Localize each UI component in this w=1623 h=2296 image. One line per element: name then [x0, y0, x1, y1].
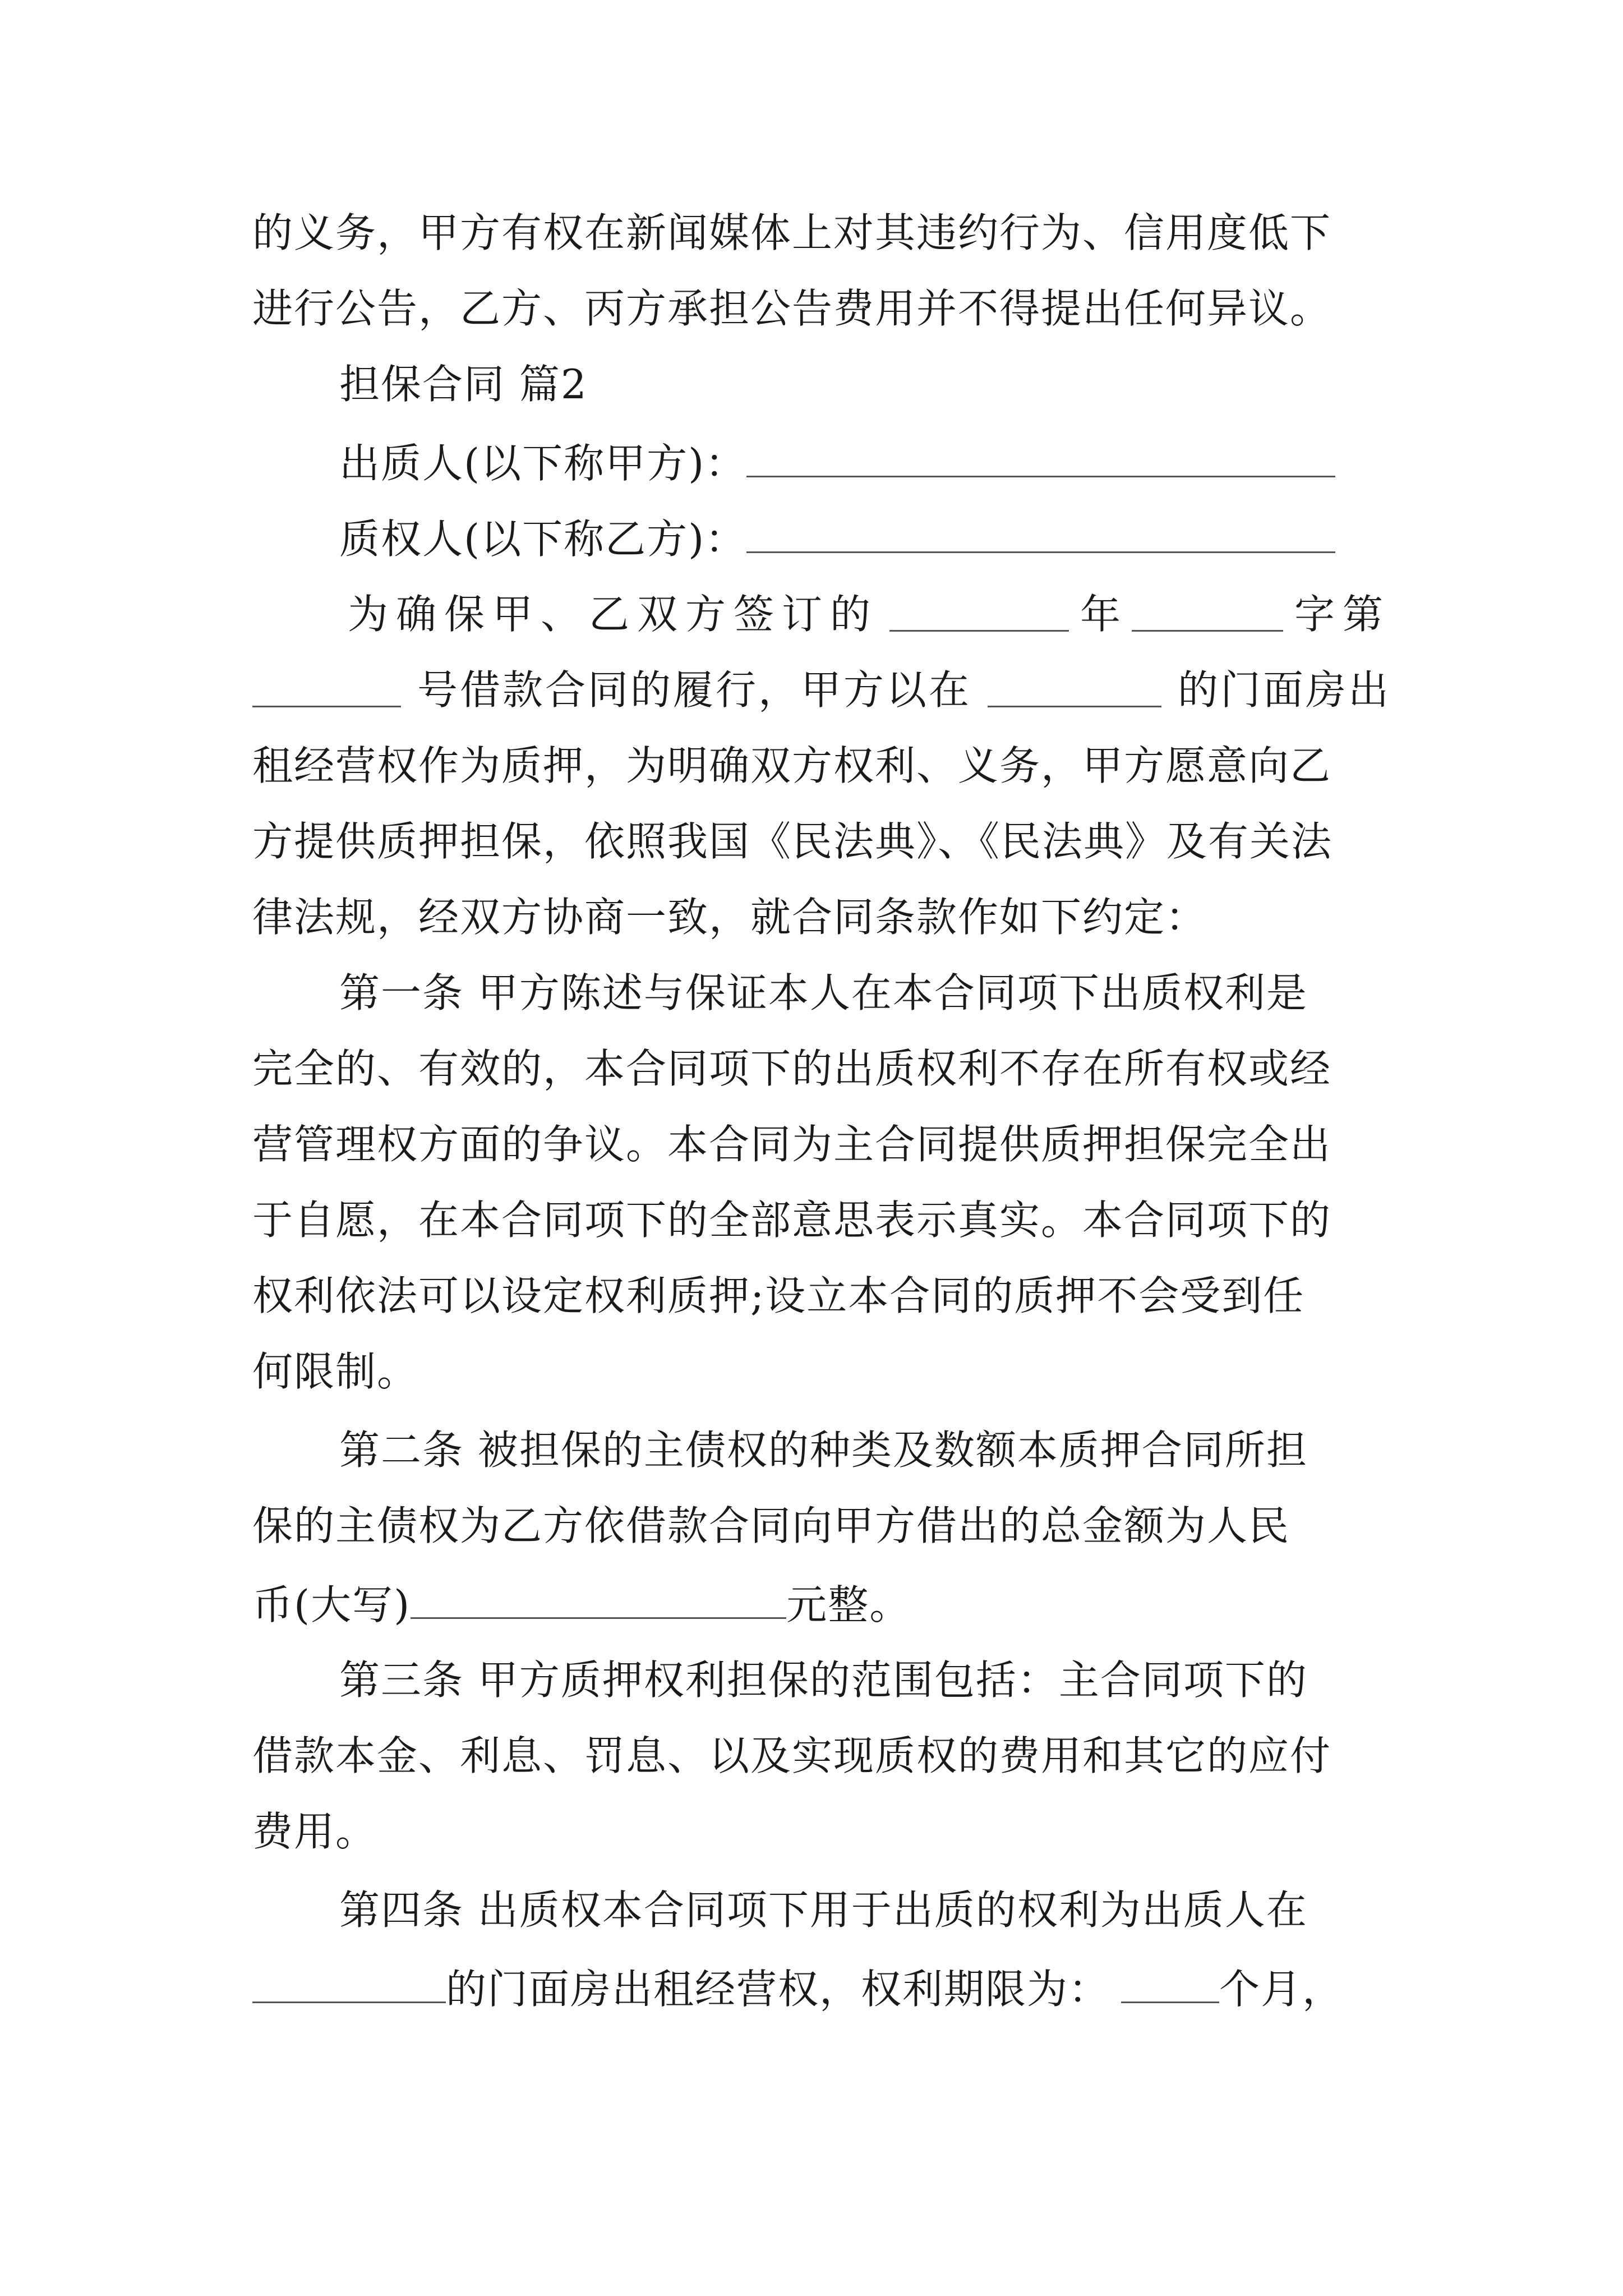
article3-line-2: 借款本金、利息、罚息、以及实现质权的费用和其它的应付	[252, 1732, 1332, 1779]
article1-line-1: 第一条 甲方陈述与保证本人在本合同项下出质权利是	[339, 969, 1308, 1016]
pledgor-line	[339, 432, 1391, 488]
preamble-text-a: 为确保甲、乙双方签订的	[348, 591, 879, 638]
storefront-location-blank[interactable]	[988, 662, 1161, 707]
preamble-line-2	[252, 662, 1391, 718]
contract-number-blank[interactable]	[252, 662, 401, 707]
article1-line-4: 于自愿，在本合同项下的全部意思表示真实。本合同项下的	[252, 1197, 1332, 1244]
preamble-text-d: 号借款合同的履行，甲方以在	[417, 666, 971, 714]
pledgor-blank[interactable]	[746, 432, 1335, 477]
amount-suffix: 元整。	[786, 1581, 911, 1628]
article3-line-3: 费用。	[252, 1808, 377, 1855]
article3-line-1: 第三条 甲方质押权利担保的范围包括：主合同项下的	[339, 1657, 1308, 1704]
article4-line-2	[252, 1958, 1391, 2014]
article4-line-1: 第四条 出质权本合同项下用于出质的权利为出质人在	[339, 1887, 1308, 1934]
article1-line-6: 何限制。	[252, 1348, 419, 1395]
article1-line-3: 营管理权方面的争议。本合同为主合同提供质押担保完全出	[252, 1121, 1332, 1168]
preamble-text-e: 的门面房出	[1177, 666, 1391, 714]
article4-text-a: 的门面房出租经营权，权利期限为：	[446, 1966, 1110, 2013]
prev-section-line-2: 进行公告，乙方、丙方承担公告费用并不得提出任何异议。	[252, 285, 1332, 332]
amount-in-words-blank[interactable]	[411, 1573, 786, 1619]
article2-line-1: 第二条 被担保的主债权的种类及数额本质押合同所担	[339, 1427, 1308, 1474]
pledgor-location-blank[interactable]	[252, 1958, 446, 2003]
article1-line-5: 权利依法可以设定权利质押;设立本合同的质押不会受到任	[252, 1272, 1305, 1319]
article4-text-b: 个月，	[1219, 1966, 1344, 2013]
contract-year-blank[interactable]	[889, 586, 1069, 632]
article2-line-2: 保的主债权为乙方依借款合同向甲方借出的总金额为人民	[252, 1502, 1290, 1549]
preamble-text-c: 字第	[1294, 591, 1391, 638]
currency-label: 币(大写)	[252, 1581, 411, 1628]
pledgor-label: 出质人(以下称甲方)：	[339, 440, 747, 487]
article1-line-2: 完全的、有效的，本合同项下的出质权利不存在所有权或经	[252, 1045, 1332, 1092]
contract-word-blank[interactable]	[1132, 586, 1283, 632]
section-title: 担保合同 篇2	[339, 361, 588, 408]
pledgee-blank[interactable]	[746, 508, 1335, 553]
preamble-line-1	[348, 586, 1391, 642]
pledgee-line	[339, 508, 1391, 564]
term-months-blank[interactable]	[1121, 1958, 1219, 2003]
pledgee-label: 质权人(以下称乙方)：	[339, 516, 747, 563]
preamble-line-3: 租经营权作为质押，为明确双方权利、义务，甲方愿意向乙	[252, 742, 1332, 789]
article2-line-3	[252, 1573, 1391, 1630]
preamble-text-b: 年	[1080, 591, 1121, 638]
preamble-line-5: 律法规，经双方协商一致，就合同条款作如下约定：	[252, 894, 1207, 941]
preamble-line-4: 方提供质押担保，依照我国《民法典》、《民法典》及有关法	[252, 818, 1333, 865]
prev-section-line-1: 的义务，甲方有权在新闻媒体上对其违约行为、信用度低下	[252, 209, 1332, 256]
